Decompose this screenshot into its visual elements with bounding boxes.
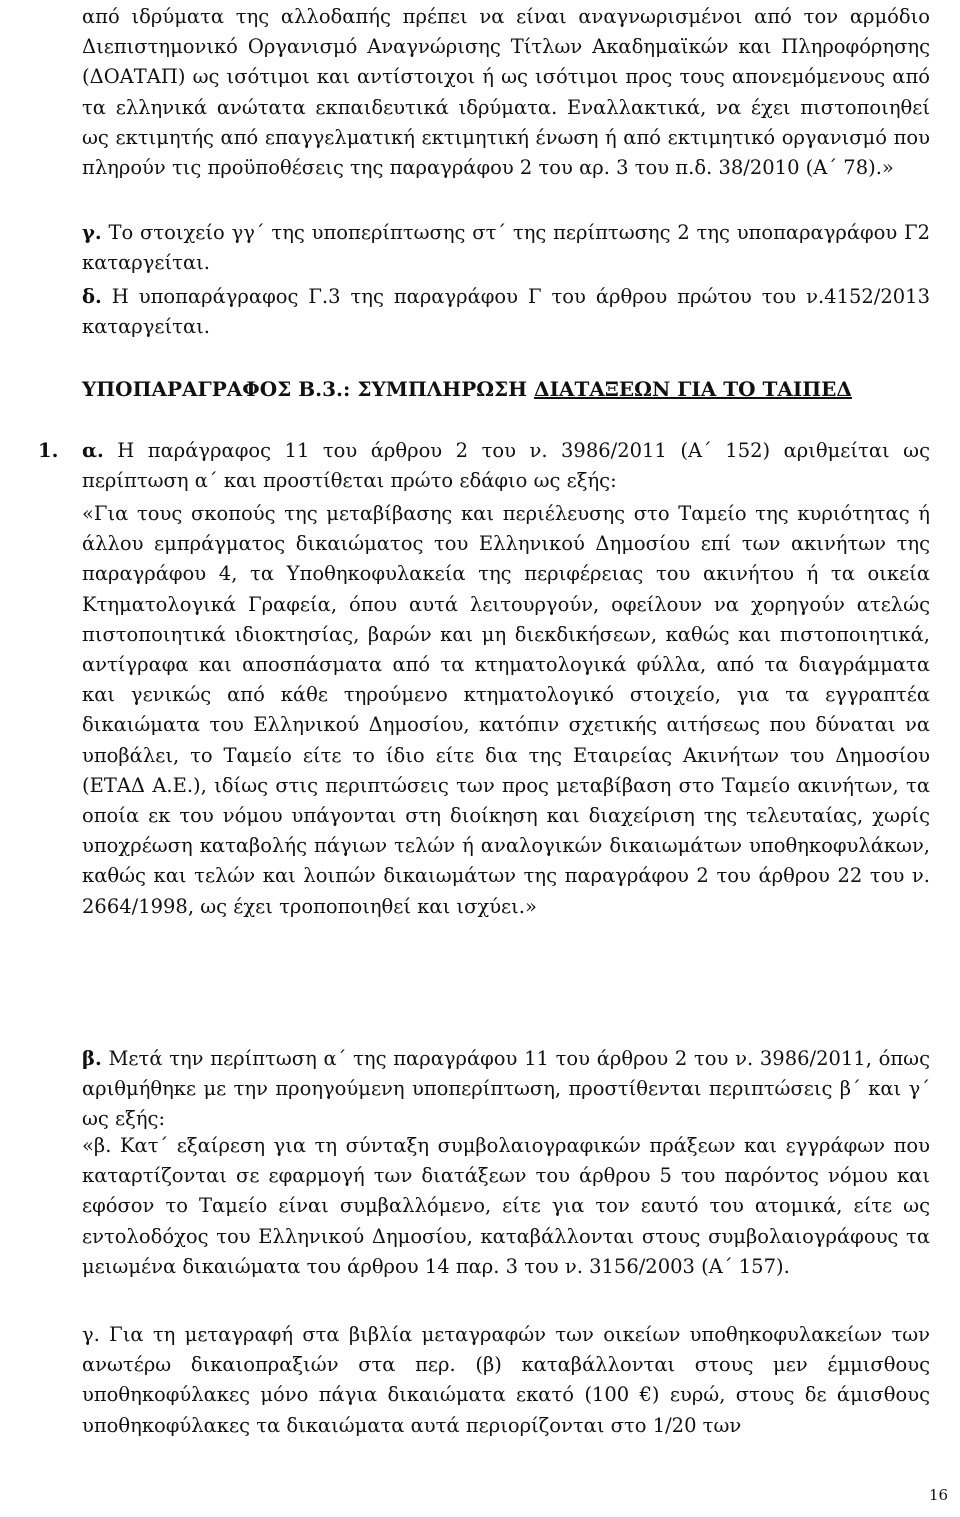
section-heading <box>82 374 852 404</box>
delta-text: Η υποπαράγραφος Γ.3 της παραγράφου Γ του άρθρου πρώτου του ν.4152/2013 καταργείται. <box>82 285 930 339</box>
heading-prefix: ΥΠΟΠΑΡΑΓΡΑΦΟΣ Β.3.: ΣΥΜΠΛΗΡΩΣΗ <box>82 377 535 401</box>
paragraph-gamma <box>82 218 930 278</box>
paragraph-delta <box>82 282 930 342</box>
paragraph-beta-quote <box>82 1131 930 1282</box>
alpha-text: Η παράγραφος 11 του άρθρου 2 του ν. 3986/2011 (Α΄ 152) αριθμείται ως περίπτωση α΄ και προστίθεται πρώτο εδάφιο ως εξής: <box>82 439 930 493</box>
gamma-label: γ. <box>82 221 102 244</box>
page-number: 16 <box>929 1486 949 1504</box>
delta-label: δ. <box>82 285 102 308</box>
gamma-text: Το στοιχείο γγ΄ της υποπερίπτωσης στ΄ της περίπτωσης 2 της υποπαραγράφου Γ2 καταργείται. <box>82 221 930 275</box>
intro-text: από ιδρύματα της αλλοδαπής πρέπει να είναι αναγνωρισμένοι από τον αρμόδιο Διεπιστημονικό Οργανισμό Αναγνώρισης Τίτλων Ακαδημαϊκών και Πληροφόρησης (ΔΟΑΤΑΠ) ως ισότιμοι και αντίστοιχοι ή ως ισότιμοι προς τους απονεμόμενους από τα ελληνικά ανώτατα εκπαιδευτικά ιδρύματα. Εναλλακτικά, να έχει πιστοποιηθεί ως εκτιμητής από επαγγελματική εκτιμητική ένωση ή από εκτιμητικό οργανισμό που πληρούν τις προϋποθέσεις της παραγράφου 2 του αρ. 3 του π.δ. 38/2010 (Α΄ 78).» <box>82 5 930 180</box>
heading-underlined: ΔΙΑΤΑΞΕΩΝ ΓΙΑ ΤΟ ΤΑΙΠΕΔ <box>534 377 852 401</box>
paragraph-intro <box>82 2 930 183</box>
gamma2-text: γ. Για τη μεταγραφή στα βιβλία μεταγραφών των οικείων υποθηκοφυλακείων των ανωτέρω δικαιοπραξιών στα περ. (β) καταβάλλονται στους μεν έμμισθους υποθηκοφύλακες μόνο πάγια δικαιώματα εκατό (100 €) ευρώ, στους δε άμισθους υποθηκοφύλακες τα δικαιώματα αυτά περιορίζονται στο 1/20 των <box>82 1323 930 1437</box>
item-number: 1. <box>38 439 59 462</box>
beta-text: Μετά την περίπτωση α΄ της παραγράφου 11 του άρθρου 2 του ν. 3986/2011, όπως αριθμήθηκε με την προηγούμενη υποπερίπτωση, προστίθενται περιπτώσεις β΄ και γ΄ ως εξής: <box>82 1047 930 1131</box>
beta-quote-text: «β. Κατ΄ εξαίρεση για τη σύνταξη συμβολαιογραφικών πράξεων και εγγράφων που καταρτίζονται σε εφαρμογή των διατάξεων του άρθρου 5 του παρόντος νόμου και εφόσον το Ταμείο είναι συμβαλλόμενο, είτε για τον εαυτό του ατομικά, είτε ως εντολοδόχος του Ελληνικού Δημοσίου, καταβάλλονται στους συμβολαιογράφους τα μειωμένα δικαιώματα του άρθρου 14 παρ. 3 του ν. 3156/2003 (Α΄ 157). <box>82 1134 930 1278</box>
paragraph-beta <box>82 1044 930 1135</box>
beta-label: β. <box>82 1047 102 1070</box>
alpha-label: α. <box>82 439 104 462</box>
paragraph-alpha-quote <box>82 499 930 922</box>
alpha-quote-text: «Για τους σκοπούς της μεταβίβασης και περιέλευσης στο Ταμείο της κυριότητας ή άλλου εμπράγματος δικαιώματος του Ελληνικού Δημοσίου επί των ακινήτων της παραγράφου 4, τα Υποθηκοφυλακεία της περιφέρειας του ακινήτου ή τα οικεία Κτηματολογικά Γραφεία, όπου αυτά λειτουργούν, οφείλουν να χορηγούν ατελώς πιστοποιητικά ιδιοκτησίας, βαρών και μη διεκδικήσεων, καθώς και πιστοποιητικά, αντίγραφα και αποσπάσματα από τα κτηματολογικά φύλλα, από τα διαγράμματα και γενικώς από κάθε τηρούμενο κτηματολογικό στοιχείο, για τα εγγραπτέα δικαιώματα του Ελληνικού Δημοσίου, κατόπιν σχετικής αιτήσεως που δύναται να υποβάλει, το Ταμείο είτε το ίδιο είτε δια της Εταιρείας Ακινήτων του Δημοσίου (ΕΤΑΔ Α.Ε.), ιδίως στις περιπτώσεις των προς μεταβίβαση στο Ταμείο ακινήτων, τα οποία εκ του νόμου υπάγονται στη διοίκηση και διαχείριση της τελευταίας, χωρίς υποχρέωση καταβολής πάγιων τελών ή αναλογικών δικαιωμάτων υποθηκοφυλάκων, καθώς και τελών και λοιπών δικαιωμάτων της παραγράφου 2 του άρθρου 22 του ν. 2664/1998, ως έχει τροποποιηθεί και ισχύει.» <box>82 502 930 918</box>
paragraph-alpha <box>82 436 930 496</box>
paragraph-gamma2 <box>82 1320 930 1441</box>
